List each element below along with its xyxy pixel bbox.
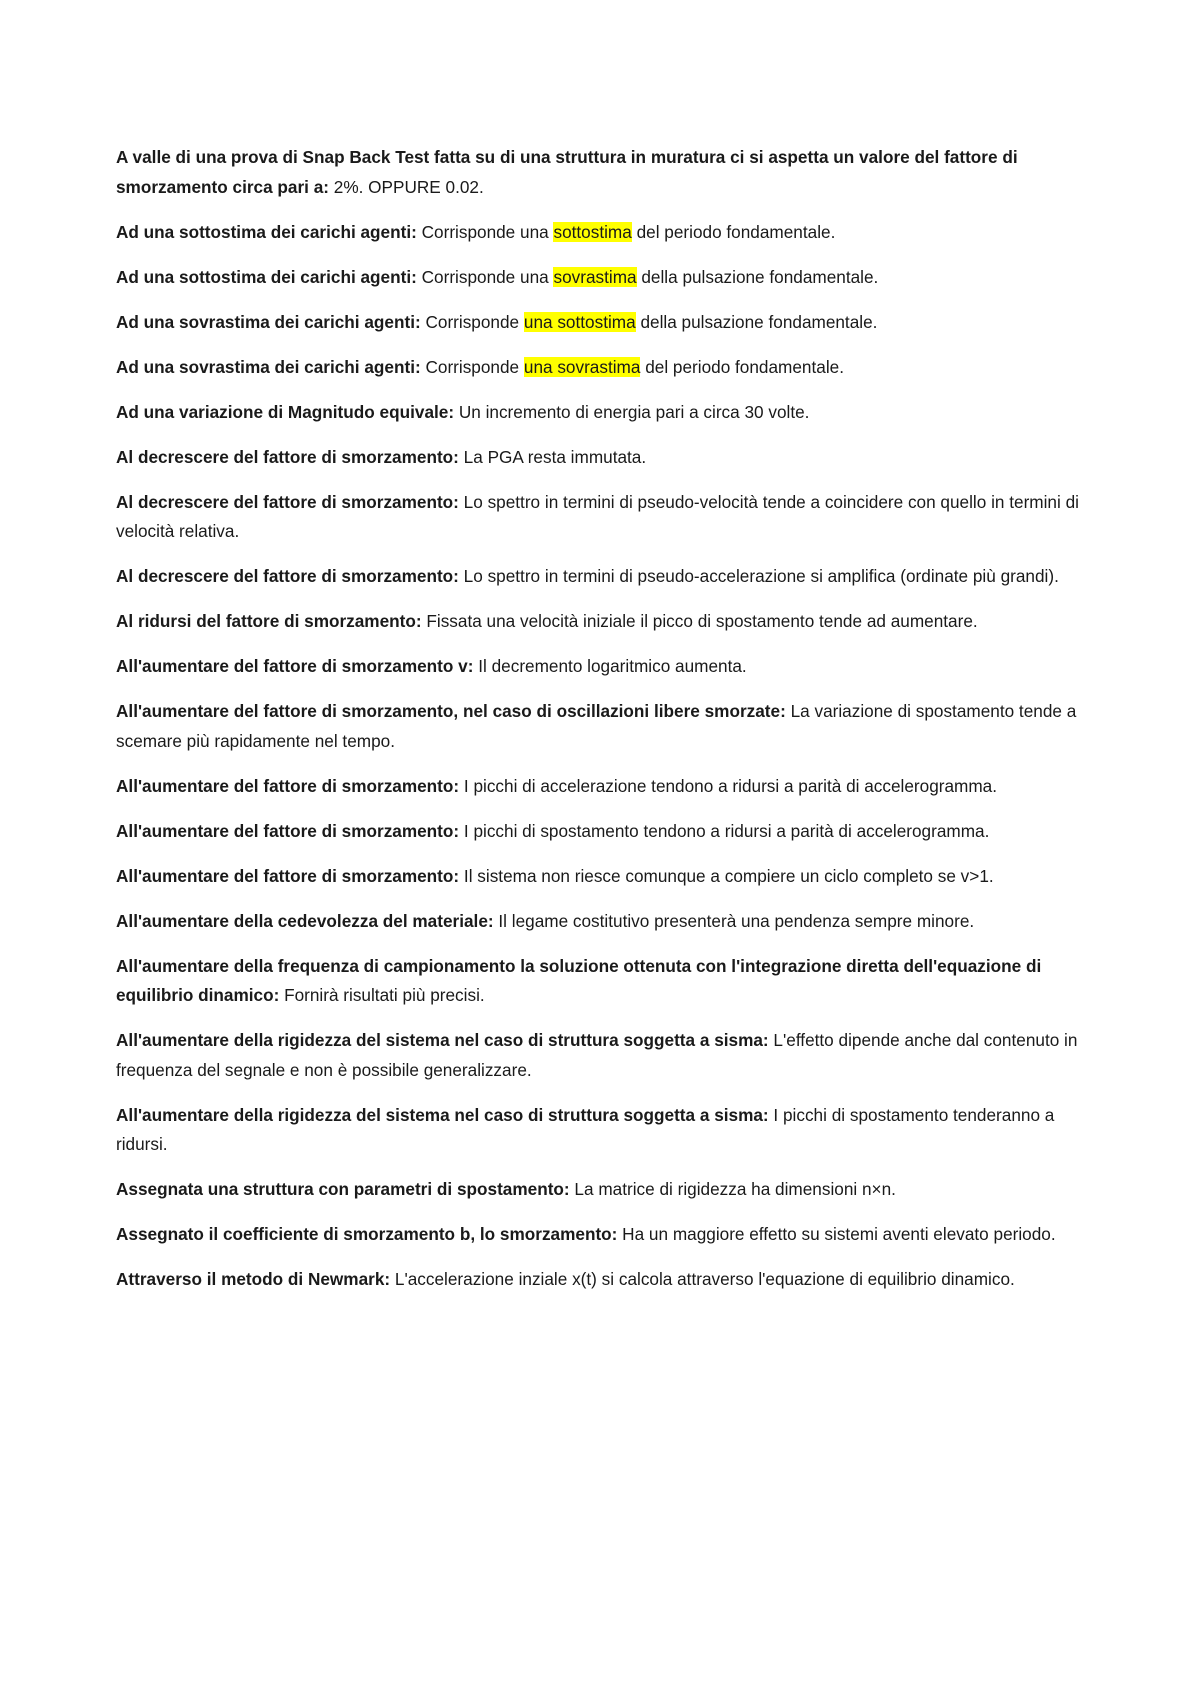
question-text: Ad una sottostima dei carichi agenti: [116,266,417,287]
qa-paragraph [116,817,1091,847]
qa-paragraph [116,1101,1091,1160]
question-text: Ad una variazione di Magnitudo equivale: [116,401,455,422]
qa-paragraph [116,218,1091,248]
answer-text: La PGA resta immutata. [458,446,647,467]
answer-text: della pulsazione fondamentale. [635,311,878,332]
qa-paragraph [116,697,1091,756]
qa-paragraph [116,607,1091,637]
question-text: A valle di una prova di Snap Back Test fatta su di una struttura in muratura ci si aspetta un valore del fattore di smorzamento circa pari a: [116,147,1018,197]
qa-paragraph [116,488,1091,547]
answer-text: Ha un maggiore effetto su sistemi aventi elevato periodo. [617,1224,1056,1244]
question-text: Ad una sottostima dei carichi agenti: [116,221,417,242]
answer-text: La variazione di spostamento tende a scemare più rapidamente nel tempo. [116,701,1077,751]
answer-text: Il sistema non riesce comunque a compiere un ciclo completo se v>1. [459,865,994,886]
answer-text: Il legame costitutivo presenterà una pendenza sempre minore. [493,910,975,931]
qa-paragraph [116,1265,1091,1295]
qa-paragraph [116,1175,1091,1205]
answer-text: della pulsazione fondamentale. [636,266,879,287]
question-text: All'aumentare del fattore di smorzamento: [116,865,460,886]
answer-text: Fissata una velocità iniziale il picco di spostamento tende ad aumentare. [421,611,978,631]
answer-text: 2%. OPPURE 0.02. [329,176,484,197]
question-text: Al decrescere del fattore di smorzamento: [116,491,459,512]
qa-paragraph [116,308,1091,338]
qa-paragraph [116,353,1091,383]
question-text: All'aumentare della cedevolezza del materiale: [116,910,494,931]
question-text: All'aumentare della frequenza di campionamento la soluzione ottenuta con l'integrazione diretta dell'equazione di equilibrio dinamico: [116,955,1042,1005]
answer-text: I picchi di accelerazione tendono a ridursi a parità di accelerogramma. [459,775,998,796]
answer-text: Corrisponde [420,356,524,377]
qa-paragraph [116,263,1091,293]
answer-text: Lo spettro in termini di pseudo-accelerazione si amplifica (ordinate più grandi). [458,566,1059,586]
question-text: All'aumentare della rigidezza del sistema nel caso di struttura soggetta a sisma: [116,1104,769,1125]
qa-paragraph [116,652,1091,682]
qa-paragraph [116,1026,1091,1085]
question-text: Assegnata una struttura con parametri di spostamento: [116,1179,570,1199]
question-text: Al ridursi del fattore di smorzamento: [116,611,422,631]
question-text: All'aumentare del fattore di smorzamento v: [116,656,474,676]
answer-text: I picchi di spostamento tenderanno a ridursi. [116,1104,1055,1154]
answer-text: La matrice di rigidezza ha dimensioni n×n. [569,1179,896,1199]
qa-paragraph [116,562,1091,592]
answer-text: Lo spettro in termini di pseudo-velocità tende a coincidere con quello in termini di velocità relativa. [116,491,1079,541]
answer-text: Corrisponde una [416,266,554,287]
document-page [116,143,1091,1310]
question-text: All'aumentare del fattore di smorzamento, nel caso di oscillazioni libere smorzate: [116,701,786,721]
qa-paragraph [116,862,1091,892]
question-text: Ad una sovrastima dei carichi agenti: [116,356,421,377]
qa-paragraph [116,143,1091,202]
qa-paragraph [116,772,1091,802]
highlighted-answer: sovrastima [553,266,637,287]
qa-paragraph [116,952,1091,1011]
qa-paragraph [116,1220,1091,1250]
answer-text: L'effetto dipende anche dal contenuto in frequenza del segnale e non è possibile generalizzare. [116,1030,1078,1080]
highlighted-answer: una sottostima [523,311,636,332]
question-text: All'aumentare della rigidezza del sistema nel caso di struttura soggetta a sisma: [116,1030,769,1050]
answer-text: Corrisponde [420,311,524,332]
qa-paragraph [116,443,1091,473]
question-text: Al decrescere del fattore di smorzamento: [116,566,459,586]
highlighted-answer: una sovrastima [523,356,641,377]
answer-text: L'accelerazione inziale x(t) si calcola attraverso l'equazione di equilibrio dinamico. [390,1269,1015,1289]
answer-text: Un incremento di energia pari a circa 30 volte. [454,401,810,422]
question-text: Al decrescere del fattore di smorzamento: [116,446,459,467]
qa-paragraph [116,907,1091,937]
answer-text: I picchi di spostamento tendono a ridursi a parità di accelerogramma. [459,820,990,841]
question-text: Attraverso il metodo di Newmark: [116,1269,391,1289]
question-text: All'aumentare del fattore di smorzamento: [116,820,460,841]
qa-paragraph [116,398,1091,428]
answer-text: del periodo fondamentale. [640,356,844,377]
answer-text: Fornirà risultati più precisi. [279,985,485,1005]
answer-text: del periodo fondamentale. [631,221,836,242]
answer-text: Corrisponde una [416,221,554,242]
question-text: Assegnato il coefficiente di smorzamento b, lo smorzamento: [116,1224,618,1244]
highlighted-answer: sottostima [553,221,632,242]
question-text: All'aumentare del fattore di smorzamento: [116,775,460,796]
answer-text: Il decremento logaritmico aumenta. [473,656,747,676]
question-text: Ad una sovrastima dei carichi agenti: [116,311,421,332]
